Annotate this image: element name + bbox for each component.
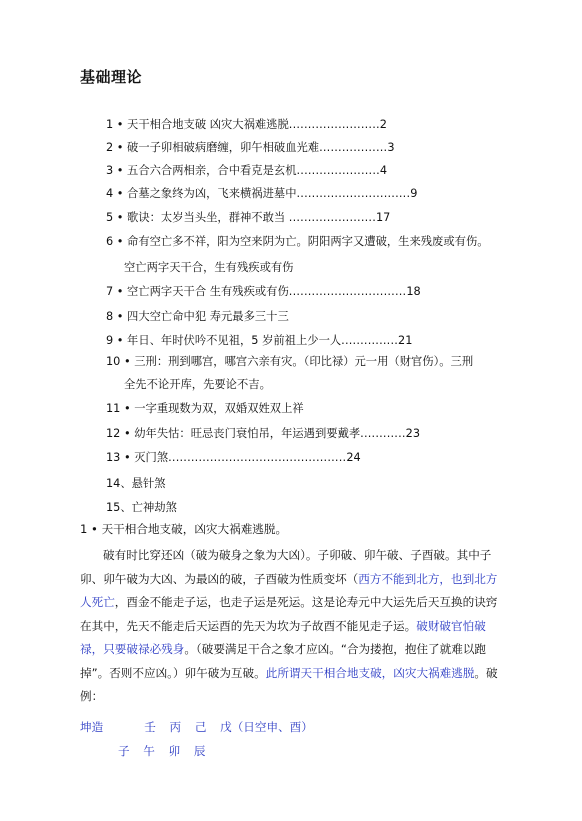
toc-entry[interactable]: [106, 118, 546, 132]
toc-leader-dots: ...............: [341, 334, 399, 347]
toc-leader-dots: ......................: [296, 164, 380, 177]
toc-entry-text: 全先不论开库，先要论不吉。: [124, 378, 271, 391]
toc-entry-text: 3 • 五合六合两相亲，合中看克是玄机: [106, 164, 297, 177]
toc-leader-dots: ........................: [288, 118, 380, 131]
toc-entry[interactable]: [106, 451, 546, 465]
toc-entry-text: 10 • 三刑：刑到哪宫，哪宫六亲有灾。（印比禄）元一用（财官伤）。三刑: [106, 355, 474, 368]
bazi-label: 坤造: [80, 720, 104, 734]
toc-entry-text: 4 • 合墓之象终为凶，飞来横祸进墓中: [106, 187, 297, 200]
toc-entry[interactable]: [106, 501, 546, 515]
toc-entry[interactable]: [124, 261, 564, 275]
para-text-e: 。（破要满足干合之象才应凶。“合为搂抱，抱住了就难以跑掉”。否则不应凶。）卯午破为互破。: [80, 642, 487, 680]
para-highlight-d: 破财破官怕破禄，只要破禄必残身: [80, 618, 486, 656]
page-title: 基础理论: [80, 68, 143, 86]
toc-page-number: 18: [406, 285, 421, 298]
para-text-a: 破有时比穿还凶（破为破身之象为大凶）。子卯破、卯午破、子酉破。其中子卯、卯午破为大凶、为最凶的破，子酉破为性质变坏（: [80, 548, 492, 586]
toc-entry[interactable]: [106, 334, 546, 348]
section-heading: 1 • 天干相合地支破，凶灾大祸难逃脱。: [80, 522, 288, 536]
toc-leader-dots: ..................: [319, 141, 388, 154]
toc-entry-text: 空亡两字天干合，生有残疾或有伤: [124, 261, 294, 274]
toc-entry[interactable]: [124, 378, 564, 392]
toc-entry-text: 12 • 幼年失怙：旺忌丧门衰怕吊，年运遇到要戴孝: [106, 427, 361, 440]
toc-entry[interactable]: [106, 355, 546, 369]
toc-entry-text: 6 • 命有空亡多不祥，阳为空来阴为亡。阴阳两字又遭破，生来残废或有伤。: [106, 235, 489, 248]
body-paragraph: [80, 544, 500, 709]
toc-page-number: 9: [410, 187, 418, 200]
toc-page-number: 3: [387, 141, 395, 154]
toc-leader-dots: ...............................: [288, 285, 407, 298]
toc-entry[interactable]: [106, 310, 546, 324]
para-text-g: 。破例：: [80, 665, 498, 703]
toc-entry-text: 11 • 一字重现数为双，双婚双姓双上祥: [106, 402, 304, 415]
toc-page-number: 24: [346, 451, 361, 464]
toc-entry[interactable]: [106, 187, 546, 201]
toc-entry-text: 9 • 年日、年时伏吟不见祖，5 岁前祖上少一人: [106, 334, 342, 347]
para-highlight-b: 西方不能到北方，也到北方人死亡: [80, 571, 498, 609]
toc-leader-dots: ............: [360, 427, 406, 440]
toc-entry[interactable]: [106, 402, 546, 416]
toc-entry-text: 5 • 歌诀：太岁当头坐，群神不敢当: [106, 211, 289, 224]
toc-entry[interactable]: [106, 477, 546, 491]
toc-entry[interactable]: [106, 235, 546, 249]
bazi-stems: 壬 丙 己 戊（日空申、酉）: [144, 720, 313, 734]
toc-entry-text: 7 • 空亡两字天干合 生有残疾或有伤: [106, 285, 289, 298]
toc-leader-dots: ..............................: [296, 187, 411, 200]
toc-page-number: 21: [398, 334, 413, 347]
toc-entry-text: 13 • 灭门煞: [106, 451, 169, 464]
bazi-branches-line: [118, 743, 205, 759]
para-highlight-f: 此所谓天干相合地支破，凶灾大祸难逃脱: [265, 665, 475, 680]
para-text-c: ，酉金不能走子运，也走子运是死运。这是论寿元中大运先后天互换的诀窍在其中，先天不能走后天运酉的先天为坎为子故酉不能见走子运。: [80, 595, 498, 633]
bazi-branches: 子 午 卯 辰: [118, 744, 206, 758]
toc-entry-text: 1 • 天干相合地支破 凶灾大祸难逃脱: [106, 118, 289, 131]
toc-entry[interactable]: [106, 141, 546, 155]
toc-page-number: 23: [405, 427, 421, 440]
bazi-stems-line: [80, 719, 313, 735]
toc-entry-text: 14、悬针煞: [106, 477, 166, 490]
toc-leader-dots: ...............................................: [168, 451, 347, 464]
toc-entry[interactable]: [106, 211, 546, 225]
toc-entry-text: 15、亡神劫煞: [106, 501, 177, 514]
toc-entry[interactable]: [106, 164, 546, 178]
toc-leader-dots: .......................: [288, 211, 376, 224]
toc-page-number: 4: [379, 164, 388, 177]
toc-page-number: 17: [376, 211, 391, 224]
toc-entry[interactable]: [106, 285, 546, 299]
toc-page-number: 2: [379, 118, 387, 131]
toc-entry-text: 2 • 破一子卯相破病磨缠，卯午相破血光难: [106, 141, 320, 154]
toc-entry[interactable]: [106, 427, 546, 441]
toc-entry-text: 8 • 四大空亡命中犯 寿元最多三十三: [106, 310, 289, 323]
